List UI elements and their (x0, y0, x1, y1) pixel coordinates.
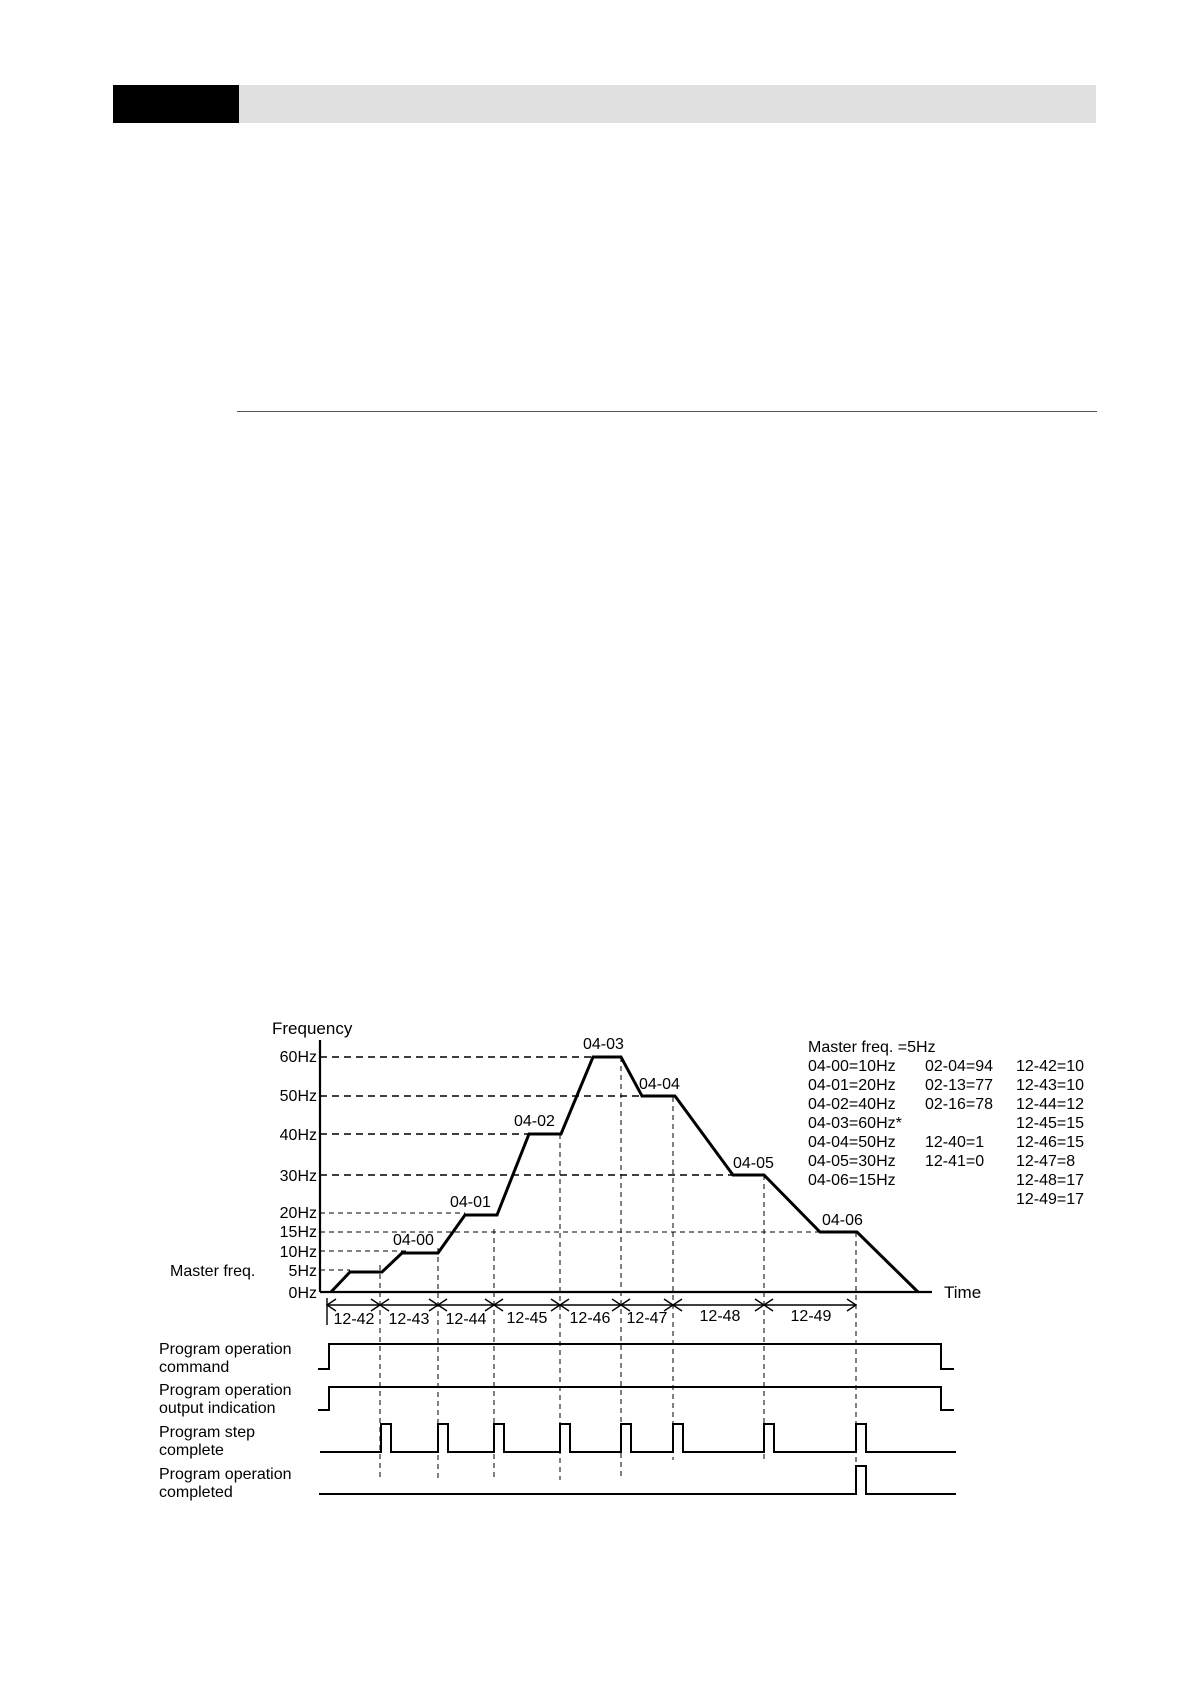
interval-label-12-45: 12-45 (506, 1310, 548, 1327)
param-col1-6: 04-06=15Hz (808, 1172, 896, 1189)
step-boundary-dashes (380, 1057, 856, 1480)
step-label-04-01: 04-01 (450, 1194, 491, 1211)
interval-label-12-46: 12-46 (569, 1310, 611, 1327)
param-col2-5: 12-41=0 (925, 1153, 985, 1170)
signal-3-line2: completed (159, 1484, 233, 1501)
param-header: Master freq. =5Hz (808, 1039, 936, 1056)
interval-label-12-42: 12-42 (333, 1311, 375, 1328)
signal-2-line2: complete (159, 1442, 224, 1459)
signal-waveforms (318, 1344, 956, 1494)
param-col2-0: 02-04=94 (925, 1058, 994, 1075)
y-tick-labels (280, 1049, 317, 1302)
signal-1-line1: Program operation (159, 1382, 292, 1399)
step-label-04-04: 04-04 (639, 1076, 680, 1093)
signal-3-line1: Program operation (159, 1466, 292, 1483)
param-col3-2: 12-44=12 (1016, 1096, 1085, 1113)
param-col3-5: 12-47=8 (1016, 1153, 1076, 1170)
param-col1-5: 04-05=30Hz (808, 1153, 896, 1170)
waveform-program-operation-output (318, 1387, 954, 1410)
waveform-program-operation-completed (319, 1466, 956, 1494)
param-col1-1: 04-01=20Hz (808, 1077, 896, 1094)
master-freq-label: Master freq. (170, 1263, 256, 1280)
param-col1-2: 04-02=40Hz (808, 1096, 896, 1113)
y-tick-30hz: 30Hz (279, 1168, 317, 1185)
y-tick-50hz: 50Hz (279, 1088, 317, 1105)
interval-label-12-48: 12-48 (699, 1308, 741, 1325)
signal-0-line2: command (159, 1359, 230, 1376)
y-tick-20hz: 20Hz (279, 1205, 317, 1222)
y-tick-5hz: 5Hz (288, 1263, 317, 1280)
signal-0-line1: Program operation (159, 1341, 292, 1358)
y-tick-0hz: 0Hz (288, 1285, 317, 1302)
step-label-04-06: 04-06 (822, 1212, 863, 1229)
param-col3-3: 12-45=15 (1016, 1115, 1085, 1132)
param-col3-7: 12-49=17 (1016, 1191, 1085, 1208)
step-label-04-05: 04-05 (733, 1155, 774, 1172)
interval-label-12-49: 12-49 (790, 1308, 832, 1325)
param-col3-6: 12-48=17 (1016, 1172, 1085, 1189)
interval-label-12-44: 12-44 (445, 1311, 487, 1328)
step-label-04-00: 04-00 (393, 1232, 434, 1249)
param-col1-0: 04-00=10Hz (808, 1058, 896, 1075)
param-col1-4: 04-04=50Hz (808, 1134, 896, 1151)
parameter-table (808, 1039, 1084, 1208)
signal-1-line2: output indication (159, 1400, 276, 1417)
param-col2-1: 02-13=77 (925, 1077, 994, 1094)
param-col3-0: 12-42=10 (1016, 1058, 1085, 1075)
param-col2-2: 02-16=78 (925, 1096, 994, 1113)
interval-labels (334, 1308, 832, 1328)
y-axis-title: Frequency (272, 1019, 353, 1038)
signal-2-line1: Program step (159, 1424, 256, 1441)
param-col2-4: 12-40=1 (925, 1134, 985, 1151)
waveform-program-operation-command (318, 1344, 954, 1369)
param-col3-4: 12-46=15 (1016, 1134, 1085, 1151)
x-axis-title: Time (944, 1283, 982, 1302)
y-tick-40hz: 40Hz (279, 1127, 317, 1144)
interval-label-12-47: 12-47 (626, 1310, 668, 1327)
y-tick-60hz: 60Hz (279, 1049, 317, 1066)
signal-labels (159, 1341, 292, 1501)
param-col1-3: 04-03=60Hz* (808, 1115, 902, 1132)
y-tick-10hz: 10Hz (279, 1244, 317, 1261)
waveform-program-step-complete (320, 1424, 956, 1452)
step-label-04-03: 04-03 (583, 1036, 624, 1053)
interval-label-12-43: 12-43 (388, 1311, 430, 1328)
step-label-04-02: 04-02 (514, 1113, 555, 1130)
y-tick-15hz: 15Hz (279, 1224, 317, 1241)
param-col3-1: 12-43=10 (1016, 1077, 1085, 1094)
